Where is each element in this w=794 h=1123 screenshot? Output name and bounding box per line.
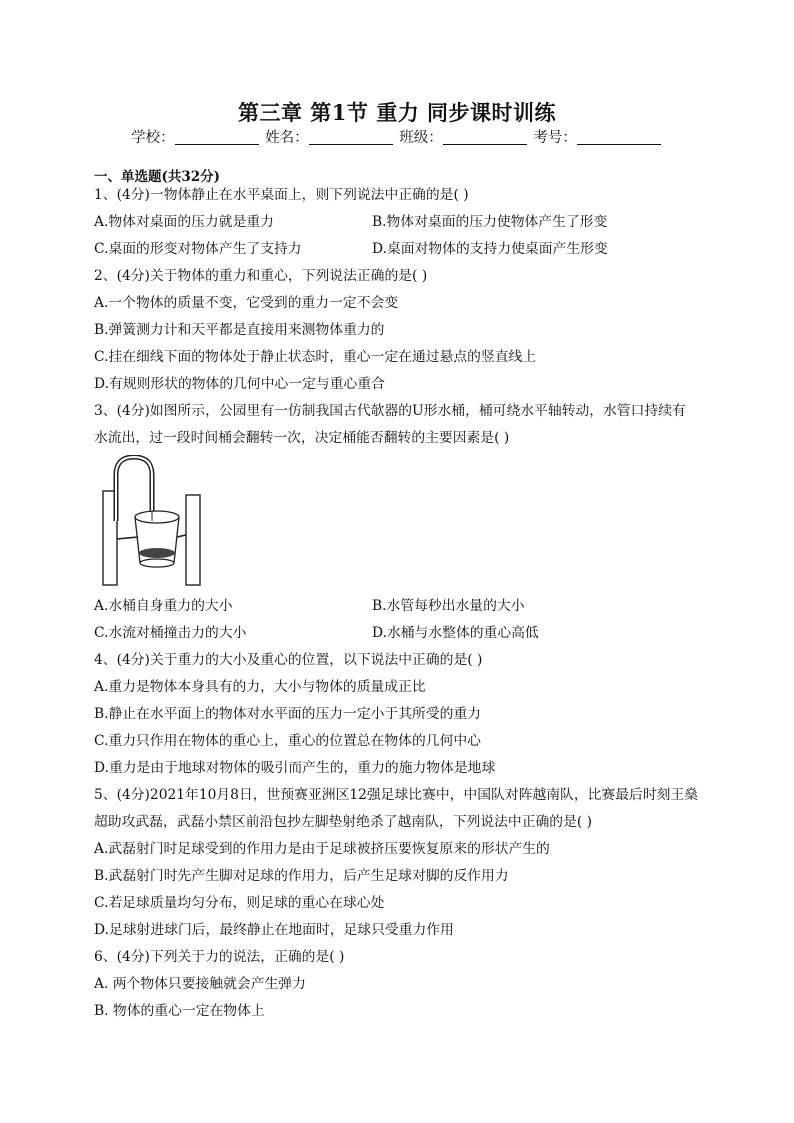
- question-3-stem-line-2: 水流出，过一段时间桶会翻转一次，决定桶能否翻转的主要因素是( ): [94, 430, 510, 446]
- question-4-option-b: B.静止在水平面上的物体对水平面的压力一定小于其所受的重力: [94, 706, 482, 722]
- question-5-option-a: A.武磊射门时足球受到的作用力是由于足球被挤压要恢复原来的形状产生的: [94, 841, 550, 857]
- question-1-option-b: B.物体对桌面的压力使物体产生了形变: [372, 214, 608, 230]
- question-5-stem-line-2: 超助攻武磊，武磊小禁区前沿包抄左脚垫射绝杀了越南队，下列说法中正确的是( ): [94, 814, 593, 830]
- question-2-stem: 2、(4分)关于物体的重力和重心，下列说法正确的是( ): [94, 268, 428, 284]
- question-1-option-a: A.物体对桌面的压力就是重力: [94, 214, 274, 230]
- left-axle: [117, 537, 138, 539]
- question-3-option-a: A.水桶自身重力的大小: [94, 598, 233, 614]
- question-5-option-c: C.若足球质量均匀分布，则足球的重心在球心处: [94, 895, 385, 911]
- question-2-option-d: D.有规则形状的物体的几何中心一定与重心重合: [94, 376, 385, 392]
- question-1-stem: 1、(4分)一物体静止在水平桌面上，则下列说法中正确的是( ): [94, 187, 469, 203]
- right-axle: [177, 535, 186, 537]
- question-4-option-c: C.重力只作用在物体的重心上，重心的位置总在物体的几何中心: [94, 733, 481, 749]
- question-3-option-c: C.水流对桶撞击力的大小: [94, 625, 247, 641]
- school-blank[interactable]: [175, 130, 259, 145]
- name-blank[interactable]: [309, 130, 393, 145]
- question-6-option-a: A. 两个物体只要接触就会产生弹力: [94, 976, 306, 992]
- name-label: 姓名：: [265, 130, 309, 146]
- question-6-option-b: B. 物体的重心一定在物体上: [94, 1003, 265, 1019]
- question-5-option-b: B.武磊射门时先产生脚对足球的作用力，后产生足球对脚的反作用力: [94, 868, 509, 884]
- question-5-stem-line-1: 5、(4分)2021年10月8日，世预赛亚洲区12强足球比赛中，中国队对阵越南队，比赛最后时刻王燊: [94, 787, 699, 803]
- right-post: [186, 495, 200, 585]
- school-label: 学校：: [131, 130, 175, 146]
- question-3-option-d: D.水桶与水整体的重心高低: [372, 625, 539, 641]
- student-info-row: [0, 126, 794, 147]
- question-2-option-a: A.一个物体的质量不变，它受到的重力一定不会变: [94, 295, 399, 311]
- u-bucket-figure: [94, 455, 214, 587]
- question-4-stem: 4、(4分)关于重力的大小及重心的位置，以下说法中正确的是( ): [94, 652, 483, 668]
- question-1-option-d: D.桌面对物体的支持力使桌面产生形变: [372, 241, 608, 257]
- bucket-right-side: [174, 517, 179, 563]
- exam-number-blank[interactable]: [577, 130, 661, 145]
- page-title: 第三章 第1节 重力 同步课时训练: [237, 100, 557, 125]
- question-4-option-a: A.重力是物体本身具有的力，大小与物体的质量成正比: [94, 679, 426, 695]
- bucket-rim: [135, 511, 179, 523]
- question-3-option-b: B.水管每秒出水量的大小: [372, 598, 525, 614]
- section-heading: 一、单选题(共32分): [94, 169, 221, 185]
- class-blank[interactable]: [443, 130, 527, 145]
- bucket-water: [139, 548, 175, 558]
- question-1-option-c: C.桌面的形变对物体产生了支持力: [94, 241, 302, 257]
- question-6-stem: 6、(4分)下列关于力的说法，正确的是( ): [94, 949, 345, 965]
- question-2-option-b: B.弹簧测力计和天平都是直接用来测物体重力的: [94, 322, 385, 338]
- question-4-option-d: D.重力是由于地球对物体的吸引而产生的，重力的施力物体是地球: [94, 760, 496, 776]
- class-label: 班级：: [399, 130, 443, 146]
- bucket-bottom: [140, 559, 174, 567]
- question-2-option-c: C.挂在细线下面的物体处于静止状态时，重心一定在通过悬点的竖直线上: [94, 349, 537, 365]
- exam-number-label: 考号：: [533, 130, 577, 146]
- question-3-stem-line-1: 3、(4分)如图所示，公园里有一仿制我国古代欹器的U形水桶，桶可绕水平轴转动，水管口持续有: [94, 403, 686, 419]
- bucket-left-side: [135, 517, 140, 563]
- question-5-option-d: D.足球射进球门后，最终静止在地面时，足球只受重力作用: [94, 922, 454, 938]
